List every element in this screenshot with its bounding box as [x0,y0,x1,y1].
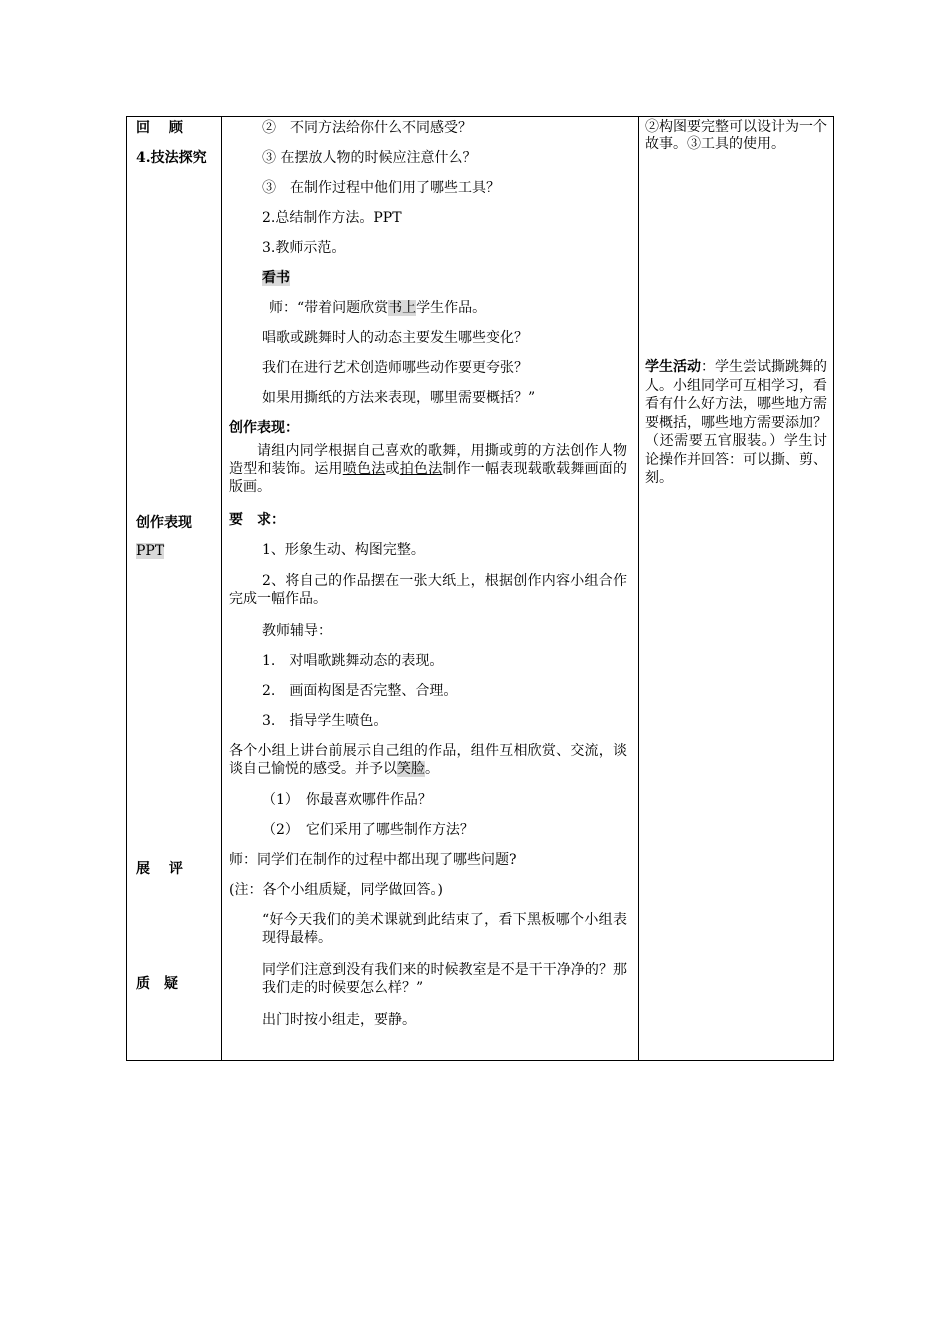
requirements-title: 要 求： [229,512,285,528]
notes-column [639,117,834,1060]
step-3: 3.教师示范。 [262,240,346,256]
closing-3: 出门时按小组走，要静。 [262,1012,416,1028]
student-activity-text: ：学生尝试撕跳舞的人。小组同学可互相学习，看看有什么好方法，哪些地方需要概括，哪些地方需要添加？（还需要五官服装。）学生讨论操作并回答：可以撕、剪、刻。 [645,359,827,486]
teacher-prompt-end: 学生作品。 [416,300,487,316]
read-book-label [262,269,290,287]
stage-ppt-label [136,542,164,560]
student-activity-label: 学生活动 [645,359,701,375]
teacher-prompt-start: 师：“带着问题欣赏 [269,300,389,316]
teacher-prompt-highlight: 书上 [388,300,417,316]
stage-exhibit-label: 展 评 [136,861,183,877]
exhibit-text: 各个小组上讲台前展示自己组的作品，组件互相欣赏、交流，谈谈自己愉悦的感受。并予以 [229,743,627,777]
question-3b: ③ 在制作过程中他们用了哪些工具？ [262,180,500,196]
stage-column [127,117,222,1060]
exhibit-question-2: （2） 它们采用了哪些制作方法？ [262,822,474,838]
teacher-prompt [269,299,486,317]
spray-method: 喷色法 [342,461,386,477]
question-3a: ③ 在摆放人物的时候应注意什么？ [262,150,477,166]
exhibit-question-1: （1） 你最喜欢哪件作品？ [262,792,432,808]
closing-1: “好今天我们的美术课就到此结束了，看下黑板哪个小组表现得最棒。 [262,912,627,946]
composition-note: ②构图要完整可以设计为一个故事。③工具的使用。 [645,119,827,152]
ppt-highlight: PPT [136,543,165,559]
creation-title: 创作表现： [229,420,299,436]
exhibit-end: 。 [425,761,439,777]
creation-or: 或 [385,461,400,477]
guidance-3: 3. 指导学生喷色。 [262,713,388,729]
ask-3: 如果用撕纸的方法来表现，哪里需要概括？” [262,390,536,406]
step-2: 2.总结制作方法。PPT [262,210,402,226]
stage-review-label: 回 顾 [136,120,183,136]
pat-method: 拍色法 [399,461,443,477]
exhibit-paragraph [229,742,627,778]
ask-2: 我们在进行艺术创造师哪些动作要更夸张？ [262,360,528,376]
teacher-question: 师：同学们在制作的过程中都出现了哪些问题? [229,852,517,868]
creation-paragraph [229,442,627,496]
requirement-1: 1、形象生动、构图完整。 [262,542,425,558]
creation-text-1: 请组内同学根据自己喜欢的歌舞，用撕或剪的方法创作人物造型和装饰。运用 [229,443,627,477]
guidance-2: 2. 画面构图是否完整、合理。 [262,683,458,699]
ask-1: 唱歌或跳舞时人的动态主要发生哪些变化？ [262,330,528,346]
student-activity [645,358,827,488]
read-book-highlight: 看书 [262,270,290,286]
creation-text-2: 制作一幅表现载歌载舞画面的版画。 [229,461,628,495]
question-2: ② 不同方法给你什么不同感受？ [262,120,472,136]
note: (注：各个小组质疑，同学做回答。) [229,882,443,898]
stage-creation-label: 创作表现 [136,515,192,531]
requirement-2: 2、将自己的作品摆在一张大纸上，根据创作内容小组合作完成一幅作品。 [229,573,627,607]
guidance-1: 1. 对唱歌跳舞动态的表现。 [262,653,444,669]
smiley-highlight: 笑脸 [397,761,425,777]
closing-2: 同学们注意到没有我们来的时候教室是不是干干净净的？那我们走的时候要怎么样？” [262,962,627,996]
stage-technique-label: 4.技法探究 [136,150,207,166]
stage-question-label: 质 疑 [136,976,178,992]
lesson-plan-table [126,116,834,1061]
content-column [222,117,639,1060]
guidance-title: 教师辅导： [262,623,332,639]
